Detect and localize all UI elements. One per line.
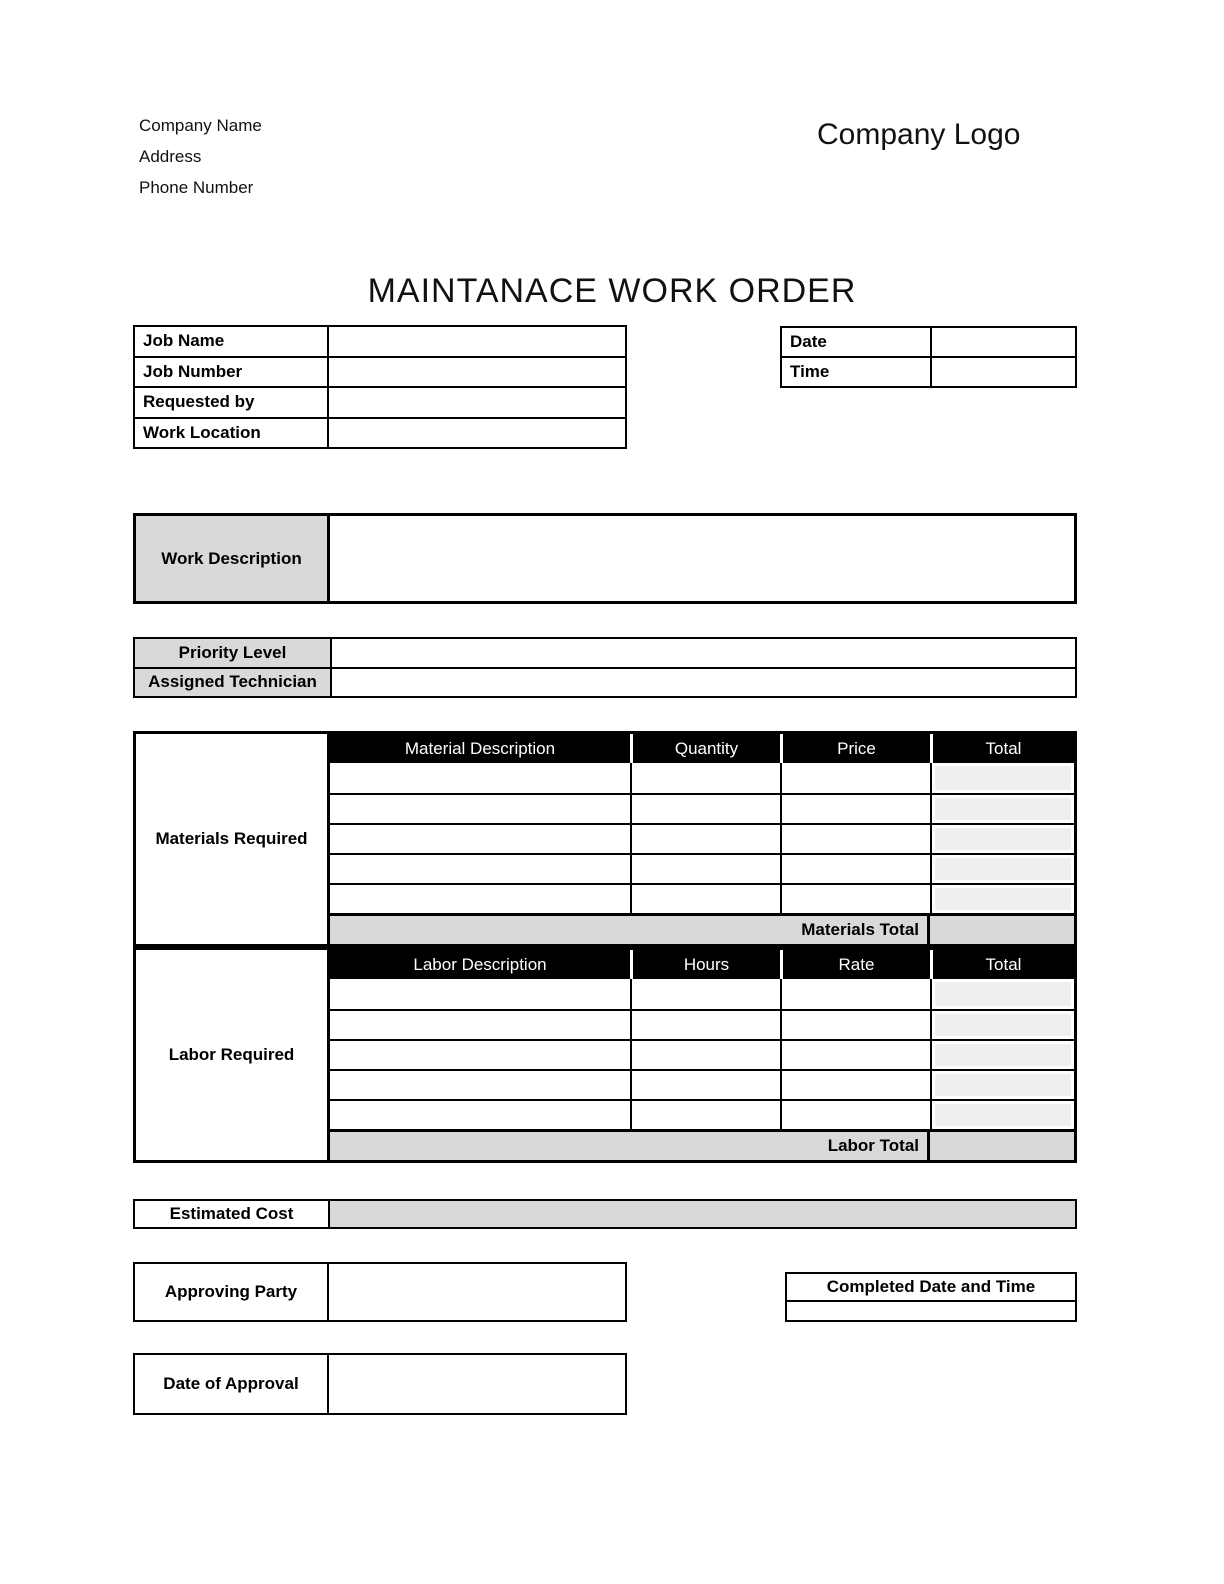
table-row [782,328,1075,356]
table-row [330,1069,1074,1099]
rate-cell[interactable] [780,1041,930,1069]
table-row [782,356,1075,386]
priority-level-label: Priority Level [135,639,332,667]
table-row [330,1009,1074,1039]
assigned-technician-field[interactable] [332,669,1075,697]
labor-description-cell[interactable] [330,1011,630,1039]
total-header: Total [930,734,1074,763]
total-cell[interactable] [930,763,1074,793]
time-label: Time [782,358,932,386]
date-time-table [780,326,1077,388]
labor-total-row [330,1129,1074,1160]
quantity-header: Quantity [630,734,780,763]
price-header: Price [780,734,930,763]
completed-date-time-field[interactable] [787,1302,1075,1320]
table-row [135,327,625,356]
material-description-header: Material Description [404,738,556,758]
total-cell[interactable] [930,1071,1074,1099]
labor-description-cell[interactable] [330,1041,630,1069]
price-cell[interactable] [780,855,930,883]
quantity-cell[interactable] [630,825,780,853]
price-cell[interactable] [780,825,930,853]
job-number-field[interactable] [329,358,625,387]
labor-header-row [330,950,1074,979]
date-field[interactable] [932,328,1075,356]
company-name-text: Company Name [139,116,262,135]
materials-total-label: Materials Total [330,916,927,944]
labor-description-header: Labor Description [413,954,547,974]
material-description-cell[interactable] [330,885,630,913]
table-row [135,639,1075,667]
quantity-cell[interactable] [630,855,780,883]
company-info-block [139,110,262,203]
materials-total-field[interactable] [927,916,1074,944]
labor-section [133,947,1077,1163]
requested-by-field[interactable] [329,388,625,417]
estimated-cost-label: Estimated Cost [135,1201,330,1227]
work-description-label: Work Description [136,516,330,601]
work-description-field[interactable] [330,516,1074,601]
company-phone-text: Phone Number [139,178,254,197]
total-cell[interactable] [930,855,1074,883]
materials-section-label: Materials Required [136,734,330,944]
labor-table [330,950,1074,1160]
completed-date-time-label: Completed Date and Time [787,1274,1075,1302]
table-row [330,883,1074,913]
hours-cell[interactable] [630,1071,780,1099]
materials-header-row [330,734,1074,763]
rate-cell[interactable] [780,1071,930,1099]
requested-by-label: Requested by [135,388,329,417]
company-logo-placeholder: Company Logo [817,118,1021,151]
job-name-field[interactable] [329,327,625,356]
price-cell[interactable] [780,763,930,793]
quantity-cell[interactable] [630,763,780,793]
total-header: Total [930,950,1074,979]
labor-description-cell[interactable] [330,1101,630,1129]
price-cell[interactable] [780,885,930,913]
total-cell[interactable] [930,795,1074,823]
material-description-cell[interactable] [330,855,630,883]
date-of-approval-label: Date of Approval [135,1355,329,1413]
rate-cell[interactable] [780,1011,930,1039]
table-row [330,823,1074,853]
estimated-cost-row [133,1199,1077,1229]
table-row [135,1264,625,1320]
labor-description-cell[interactable] [330,979,630,1009]
estimated-cost-field[interactable] [330,1201,1075,1227]
completed-date-time-box [785,1272,1077,1322]
material-description-cell[interactable] [330,825,630,853]
rate-cell[interactable] [780,1101,930,1129]
job-name-label: Job Name [135,327,329,356]
priority-table [133,637,1077,698]
rate-header: Rate [780,950,930,979]
hours-cell[interactable] [630,1041,780,1069]
company-address-text: Address [139,147,202,166]
price-cell[interactable] [780,795,930,823]
hours-cell[interactable] [630,1011,780,1039]
table-row [330,979,1074,1009]
material-description-cell[interactable] [330,763,630,793]
table-row [330,763,1074,793]
job-info-table [133,325,627,449]
page-title: MAINTANACE WORK ORDER [367,272,857,310]
materials-total-row [330,913,1074,944]
total-cell[interactable] [930,825,1074,853]
approving-party-label: Approving Party [135,1264,329,1320]
total-cell[interactable] [930,1041,1074,1069]
table-row [135,1355,625,1413]
labor-section-label: Labor Required [136,950,330,1160]
table-row [330,853,1074,883]
table-row [330,1099,1074,1129]
hours-cell[interactable] [630,979,780,1009]
total-cell[interactable] [930,1011,1074,1039]
work-location-field[interactable] [329,419,625,448]
date-label: Date [782,328,932,356]
labor-total-field[interactable] [927,1132,1074,1160]
quantity-cell[interactable] [630,885,780,913]
work-description-box [133,513,1077,604]
time-field[interactable] [932,358,1075,386]
work-location-label: Work Location [135,419,329,448]
total-cell[interactable] [930,885,1074,913]
table-row [330,793,1074,823]
table-row [330,1039,1074,1069]
table-row [135,386,625,417]
hours-header: Hours [630,950,780,979]
table-row [135,417,625,448]
job-number-label: Job Number [135,358,329,387]
table-row [135,356,625,387]
materials-section [133,731,1077,947]
quantity-cell[interactable] [630,795,780,823]
materials-table [330,734,1074,944]
assigned-technician-label: Assigned Technician [135,669,332,697]
labor-description-cell[interactable] [330,1071,630,1099]
rate-cell[interactable] [780,979,930,1009]
labor-total-label: Labor Total [330,1132,927,1160]
priority-level-field[interactable] [332,639,1075,667]
hours-cell[interactable] [630,1101,780,1129]
table-row [135,667,1075,697]
approving-party-box [133,1262,627,1322]
total-cell[interactable] [930,1101,1074,1129]
total-cell[interactable] [930,979,1074,1009]
material-description-cell[interactable] [330,795,630,823]
approving-party-field[interactable] [329,1264,625,1320]
date-of-approval-field[interactable] [329,1355,625,1413]
date-of-approval-box [133,1353,627,1415]
